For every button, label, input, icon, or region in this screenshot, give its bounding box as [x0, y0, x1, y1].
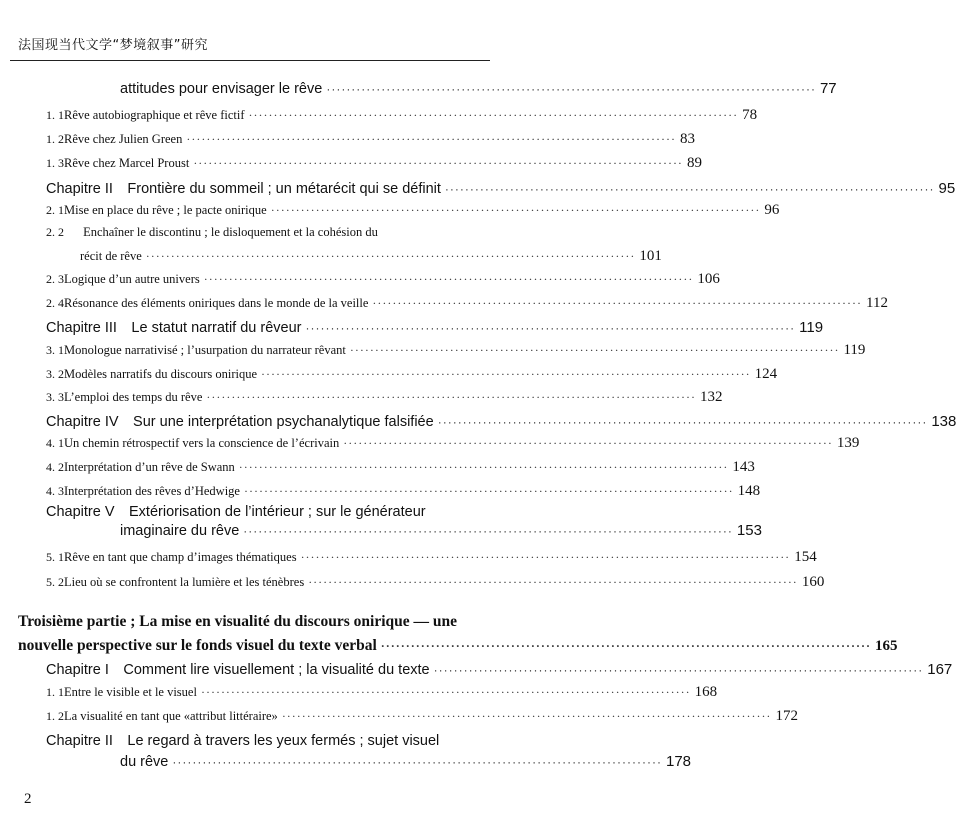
toc-entry-chapter-continuation: [120, 80, 837, 97]
dot-leader: ··································································································: [281, 709, 772, 723]
page-ref: 119: [843, 342, 866, 358]
page-ref: 101: [639, 248, 662, 264]
page-ref: 153: [736, 522, 762, 539]
section-number: 3. 2: [46, 367, 64, 381]
page-ref: 119: [799, 319, 824, 336]
page-ref: 96: [764, 202, 780, 218]
entry-label: La visualité en tant que «attribut littéraire»: [64, 709, 278, 723]
dot-leader: ··································································································: [145, 249, 636, 263]
page-ref: 178: [666, 753, 692, 770]
entry-label: imaginaire du rêve: [120, 523, 240, 539]
section-number: 4. 1: [46, 436, 64, 450]
entry-label: Un chemin rétrospectif vers la conscience de l’écrivain: [64, 436, 340, 450]
page-ref: 132: [700, 389, 723, 405]
toc-entry-chapter-continuation: [120, 753, 692, 770]
entry-label: Chapitre V Extériorisation de l’intérieur ; sur le générateur: [46, 504, 426, 520]
dot-leader: ··································································································: [270, 203, 761, 217]
entry-label: nouvelle perspective sur le fonds visuel du texte verbal: [18, 637, 377, 654]
section-number: 1. 3: [46, 156, 64, 170]
toc-entry-section: [46, 708, 798, 725]
toc-entry-section: [46, 155, 702, 172]
entry-label: L’emploi des temps du rêve: [64, 390, 203, 404]
entry-label: Chapitre I Comment lire visuellement ; la visualité du texte: [46, 662, 430, 678]
entry-label: Entre le visible et le visuel: [64, 685, 197, 699]
toc-entry-section: [46, 271, 720, 288]
page-ref: 168: [694, 684, 718, 700]
toc-entry-section: [46, 389, 723, 406]
entry-label: récit de rêve: [80, 249, 142, 263]
page-ref: 139: [836, 435, 860, 451]
page-ref: 172: [775, 708, 798, 724]
page-ref: 124: [754, 366, 778, 382]
entry-label: Résonance des éléments oniriques dans le monde de la veille: [64, 296, 369, 310]
dot-leader: ··································································································: [437, 415, 928, 429]
page-ref: 106: [697, 271, 720, 287]
section-number: 1. 2: [46, 132, 64, 146]
dot-leader: ··································································································: [261, 367, 751, 381]
running-header: 法国现当代文学“梦境叙事”研究: [18, 38, 208, 53]
section-number: 5. 1: [46, 550, 64, 564]
section-number: 2. 4: [46, 296, 64, 310]
entry-label: Enchaîner le discontinu ; le disloquement et la cohésion du: [83, 225, 378, 239]
dot-leader: ··································································································: [193, 156, 683, 170]
dot-leader: ··································································································: [248, 108, 739, 122]
toc-entry-section: [46, 574, 825, 591]
toc-entry-section: [46, 202, 780, 219]
entry-label: Troisième partie ; La mise en visualité du discours onirique — une: [18, 613, 458, 630]
toc-entry-section: [46, 131, 695, 148]
header-rule: [10, 60, 490, 61]
entry-label: Modèles narratifs du discours onirique: [64, 367, 258, 381]
entry-label: Chapitre II Le regard à travers les yeux fermés ; sujet visuel: [46, 733, 440, 749]
dot-leader: ··································································································: [203, 272, 694, 286]
toc-entry-chapter: [46, 729, 439, 750]
toc-entry-section: [46, 225, 473, 240]
dot-leader: ··································································································: [238, 460, 729, 474]
dot-leader: ··································································································: [200, 685, 691, 699]
toc-entry-section: [46, 684, 718, 701]
entry-label: Rêve en tant que champ d’images thématiques: [64, 550, 297, 564]
page-ref: 148: [737, 483, 761, 499]
page-ref: 77: [819, 80, 837, 97]
page-ref: 154: [794, 549, 817, 565]
dot-leader: ··································································································: [172, 755, 662, 769]
entry-label: Rêve chez Marcel Proust: [64, 156, 190, 170]
page-ref: 78: [742, 107, 758, 123]
entry-label: Rêve chez Julien Green: [64, 132, 183, 146]
page-ref: 89: [686, 155, 702, 171]
section-number: 1. 1: [46, 685, 64, 699]
dot-leader: ··································································································: [186, 132, 676, 146]
dot-leader: ··································································································: [300, 550, 791, 564]
dot-leader: ··································································································: [444, 182, 935, 196]
section-number: 3. 3: [46, 390, 64, 404]
section-number: 4. 2: [46, 460, 64, 474]
toc-entry-chapter: [46, 316, 824, 337]
dot-leader: ··································································································: [305, 321, 796, 335]
dot-leader: ··································································································: [433, 663, 924, 677]
toc-entry-chapter: [46, 410, 956, 431]
dot-leader: ··································································································: [326, 82, 816, 96]
section-number: 3. 1: [46, 343, 64, 357]
page-ref: 95: [938, 180, 956, 197]
toc-entry-section-continuation: [80, 248, 662, 265]
dot-leader: ··································································································: [380, 639, 871, 653]
entry-label: Logique d’un autre univers: [64, 272, 200, 286]
entry-label: Interprétation d’un rêve de Swann: [64, 460, 235, 474]
dot-leader: ··································································································: [349, 343, 840, 357]
page-ref: 160: [801, 574, 825, 590]
toc-entry-section: [46, 549, 817, 566]
toc-entry-chapter: [46, 500, 426, 521]
entry-label: Monologue narrativisé ; l’usurpation du narrateur rêvant: [64, 343, 346, 357]
dot-leader: ··································································································: [206, 390, 697, 404]
toc-entry-chapter-continuation: [120, 522, 762, 539]
toc-entry-chapter: [46, 658, 953, 679]
page-ref: 167: [927, 661, 953, 678]
entry-label: Chapitre II Frontière du sommeil ; un métarécit qui se définit: [46, 181, 441, 197]
entry-label: Lieu où se confrontent la lumière et les ténèbres: [64, 575, 305, 589]
section-number: 2. 2: [46, 225, 64, 239]
entry-label: Interprétation des rêves d’Hedwige: [64, 484, 240, 498]
dot-leader: ··································································································: [243, 524, 733, 538]
toc-entry-section: [46, 107, 758, 124]
dot-leader: ··································································································: [308, 575, 798, 589]
page-ref: 165: [874, 638, 898, 654]
section-number: 5. 2: [46, 575, 64, 589]
toc-entry-section: [46, 342, 866, 359]
toc-entry-section: [46, 459, 755, 476]
toc-entry-chapter: [46, 177, 956, 198]
section-number: 2. 3: [46, 272, 64, 286]
entry-label: Mise en place du rêve ; le pacte onirique: [64, 203, 267, 217]
toc-entry-section: [46, 435, 860, 452]
entry-label: Rêve autobiographique et rêve fictif: [64, 108, 245, 122]
entry-label: attitudes pour envisager le rêve: [120, 81, 323, 97]
page-number: 2: [24, 791, 32, 807]
dot-leader: ··································································································: [343, 436, 833, 450]
section-number: 1. 2: [46, 709, 64, 723]
page-ref: 138: [931, 413, 956, 430]
dot-leader: ··································································································: [372, 296, 863, 310]
dot-leader: ··································································································: [243, 484, 734, 498]
toc-entry-section: [46, 366, 778, 383]
toc-entry-section: [46, 295, 888, 312]
toc-entry-part: [18, 613, 457, 631]
section-number: 1. 1: [46, 108, 64, 122]
entry-label: Chapitre IV Sur une interprétation psychanalytique falsifiée: [46, 414, 434, 430]
section-number: 4. 3: [46, 484, 64, 498]
page-ref: 112: [866, 295, 888, 311]
toc-entry-section: [46, 483, 761, 500]
page-ref: 83: [679, 131, 695, 147]
entry-label: du rêve: [120, 754, 169, 770]
section-number: 2. 1: [46, 203, 64, 217]
entry-label: Chapitre III Le statut narratif du rêveur: [46, 320, 302, 336]
toc-entry-part-continuation: [18, 637, 898, 655]
page-ref: 143: [732, 459, 755, 475]
